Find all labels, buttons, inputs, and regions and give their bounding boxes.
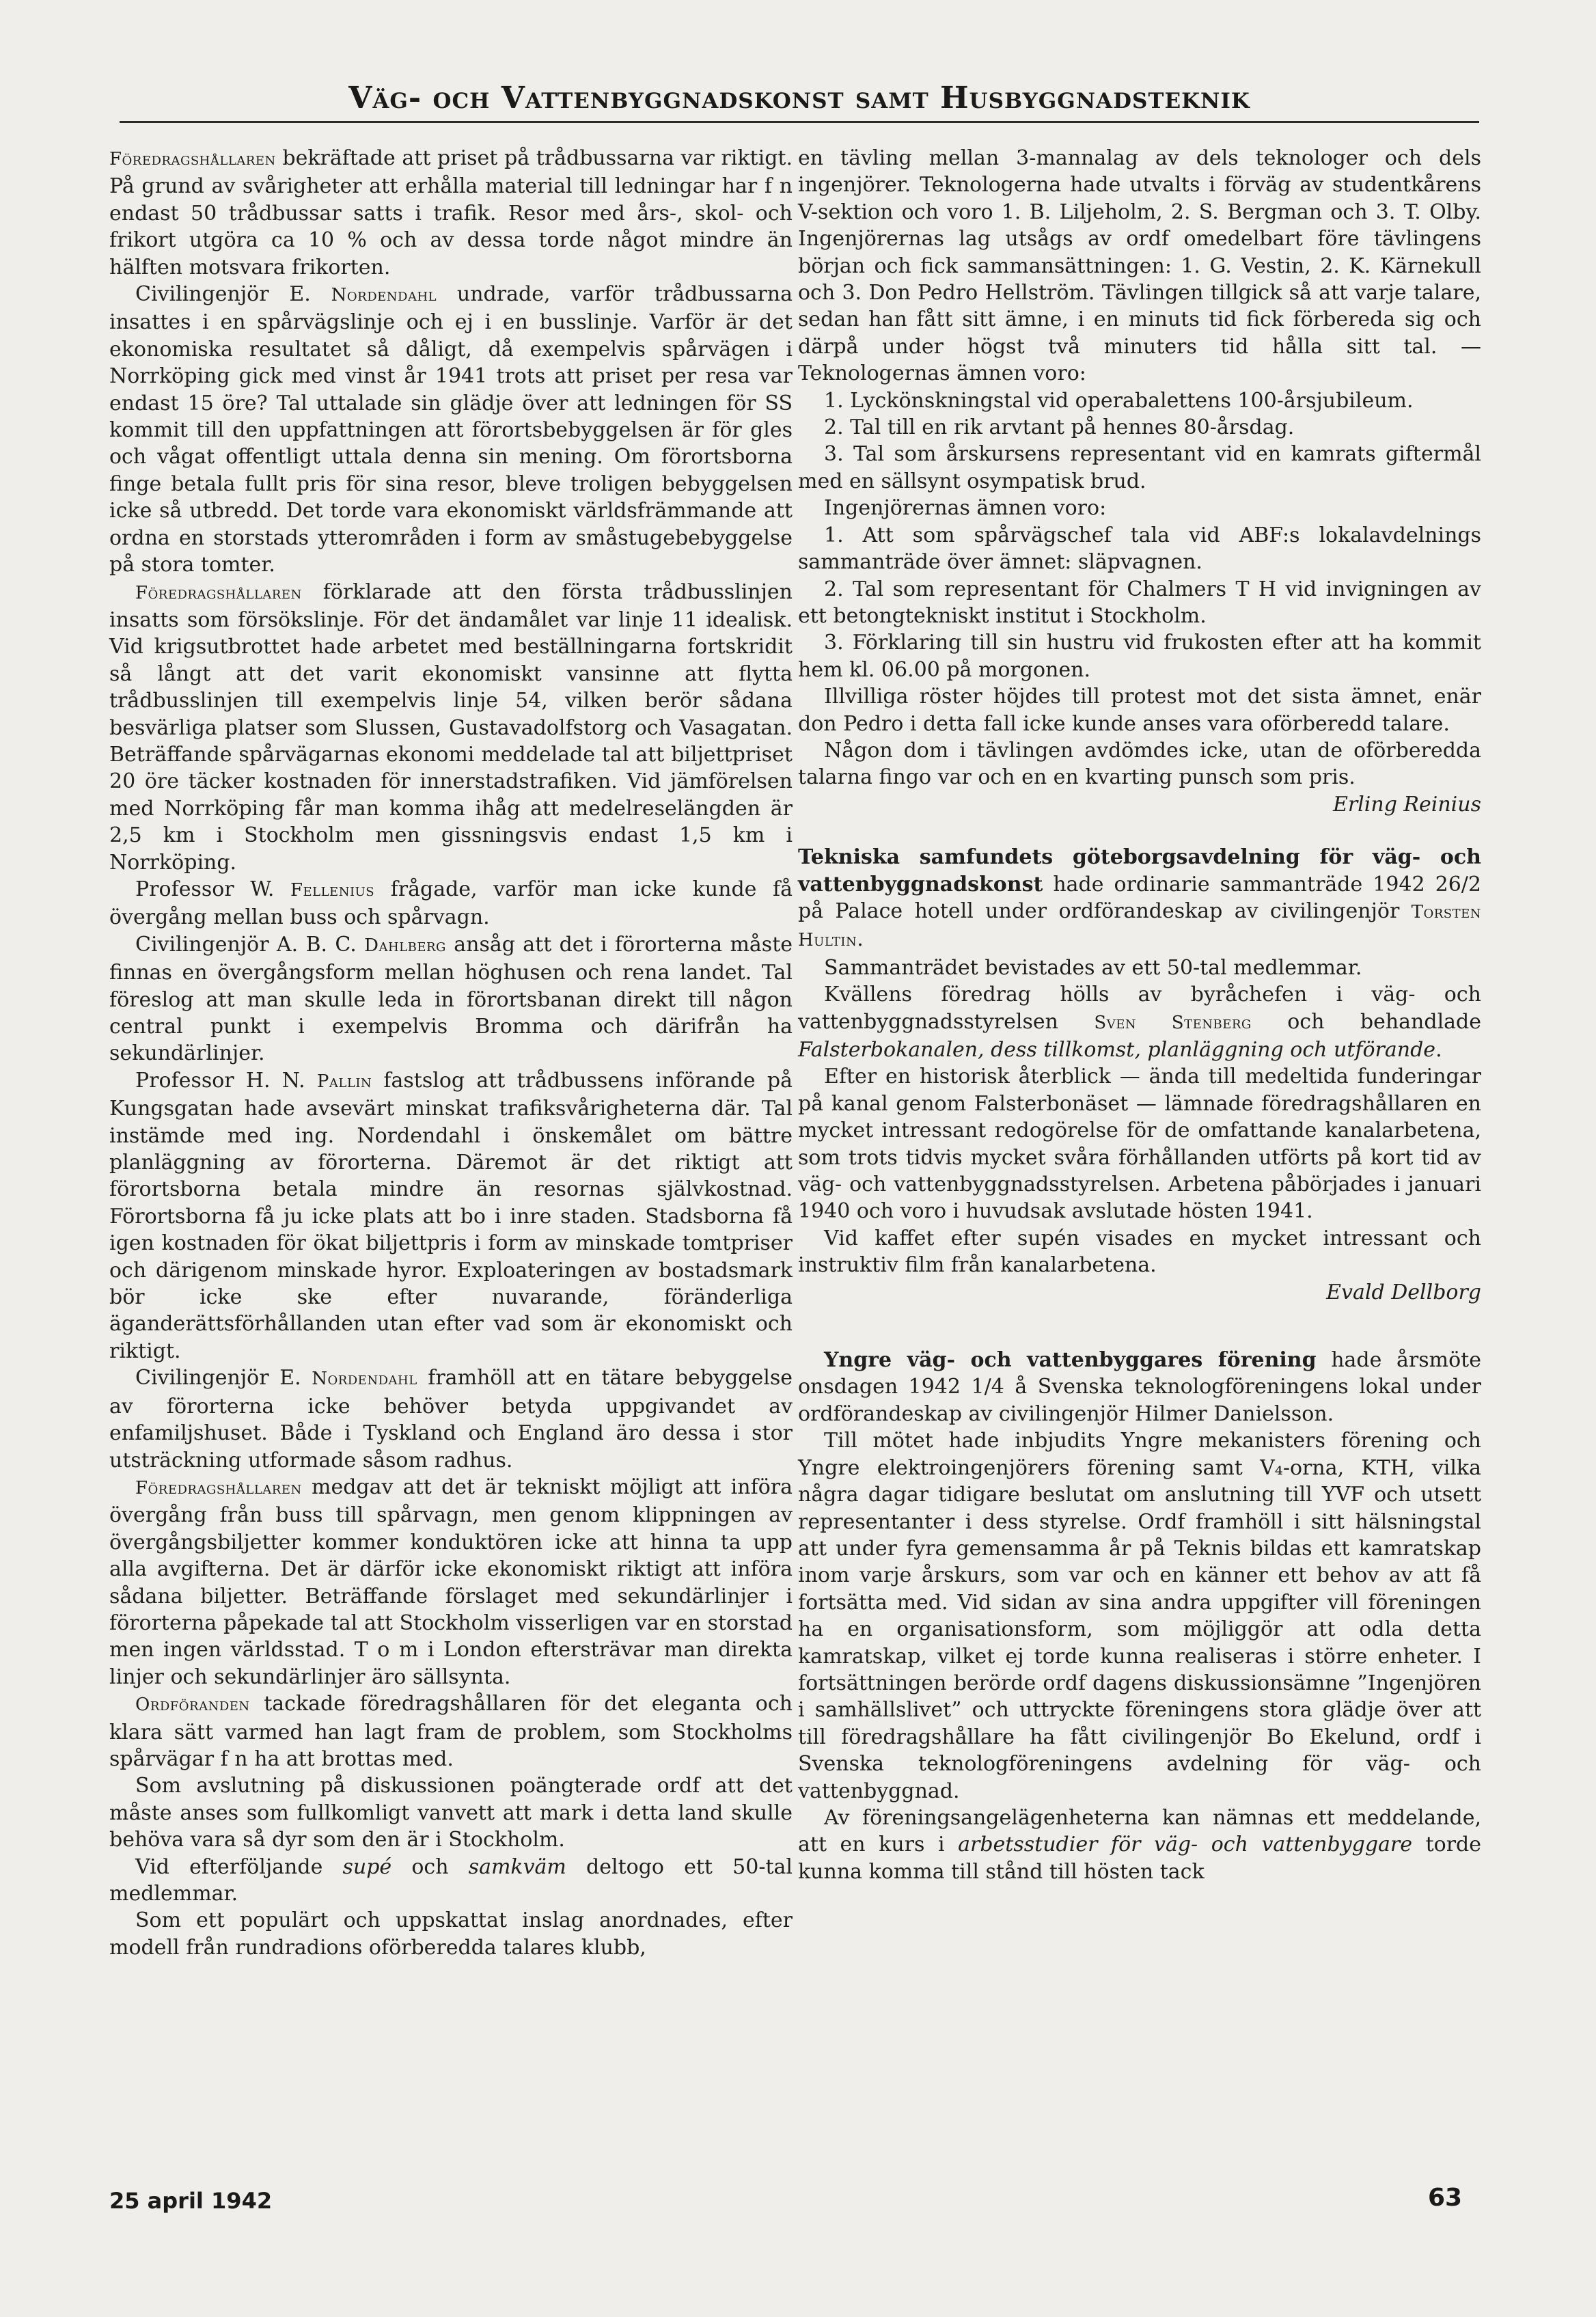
spacer [798,1306,1481,1347]
paragraph-text: torde kunna komma till stånd till hösten tack [798,1833,1481,1884]
paragraph-text: . [1435,1038,1442,1062]
paragraph-text: Som avslutning på diskussionen poängterade ordf att det måste anses som fullkomligt vanvett att mark i detta land skulle behöva vara så dyr som den är i Stockholm. [109,1774,793,1852]
paragraph [798,145,1481,387]
paragraph [798,1347,1481,1427]
paragraph [109,876,793,931]
paragraph-text: medgav att det är tekniskt möjligt att införa övergång från buss till spårvagn, men genom klippningen av övergångsbiljetter kommer konduktören icke att hinna ta upp alla avgifterna. Det är därför icke ekonomiskt riktigt att införa sådana biljetter. Beträffande förslaget med sekundärlinjer i förorterna påpekade tal att Stockholm visserligen var en storstad men ingen världsstad. T o m i London eftersträvar man direkta linjer och sekundärlinjer äro sällsynta. [109,1475,793,1689]
paragraph-text: undrade, varför trådbussarna insattes i en spårvägslinje och ej i en busslinje. Varför är det ekonomiska resultatet så dåligt, då exempelvis spårvägen i Norrköping gick med vinst år 1941 trots att priset per resa var endast 15 öre? Tal uttalade sin glädje över att ledningen för SS kommit till den uppfattningen att förortsbebyggelsen är för gles och vågat offentligt uttala denna sin mening. Om förortsborna finge betala fullt pris för sina resor, bleve troligen bebyggelsen icke så utbredd. Det torde vara ekonomiskt världsfrämmande att ordna en storstads ytterområden i form av småstugebebyggelse på stora tomter. [109,282,793,577]
speaker-name: Ordföranden [135,1695,250,1716]
speaker-name: Sven Stenberg [1094,1012,1252,1033]
speaker-name: Nordendahl [312,1369,417,1390]
paragraph-text: hade ordinarie sammanträde 1942 26/2 på Palace hotell under ordförandeskap av civilingenjör [798,872,1481,923]
paragraph [798,1427,1481,1805]
paragraph-text: Kvällens föredrag hölls av byråchefen i väg- och vattenbyggnadsstyrelsen [798,983,1481,1034]
paragraph-text: deltogo ett 50-tal medlemmar. [109,1854,793,1906]
paragraph [109,1854,793,1908]
left-column [109,145,793,1961]
paragraph-text: Civilingenjör E. [135,282,331,307]
list-item [798,522,1481,576]
list-item [798,387,1481,414]
paragraph [109,1772,793,1853]
paragraph-text: Vid kaffet efter supén visades en mycket intressant och instruktiv film från kanalarbetena. [798,1226,1481,1278]
emphasis: supé [342,1854,392,1879]
paragraph-text: och [391,1854,469,1879]
paragraph-text: Civilingenjör A. B. C. [135,932,365,957]
paragraph-text: Civilingenjör E. [135,1366,312,1390]
paragraph-text: Som ett populärt och uppskattat inslag anordnades, efter modell från rundradions oförberedda talares klubb, [109,1908,793,1960]
paragraph-text: Ingenjörernas ämnen voro: [824,496,1107,521]
section-lead: Tekniska samfundets göteborgsavdelning för väg- och vattenbyggnadskonst [798,845,1481,896]
list-item-text: 1. Att som spårvägschef tala vid ABF:s lokalavdelnings sammanträde över ämnet: släpvagnen. [798,523,1481,575]
speaker-name: Pallin [316,1071,372,1092]
paragraph [109,1907,793,1961]
list-item [798,441,1481,495]
paragraph-text: förklarade att den första trådbusslinjen insatts som försökslinje. För det ändamålet var linje 11 idealisk. Vid krigsutbrottet hade arbetet med beställningarna fortskridit så långt att det varit ekonomiskt vansinne att flytta trådbusslinjen till exempelvis linje 54, vilken berör sådana besvärliga platser som Slussen, Gustavadolfstorg och Vasagatan. Beträffande spårvägarnas ekonomi meddelade tal att biljettpriset 20 öre täcker kostnaden för innerstadstrafiken. Vid jämförelsen med Norrköping får man komma ihåg att medelreselängden är 2,5 km i Stockholm men gissningsvis endast 1,5 km i Norrköping. [109,579,793,875]
spacer [798,818,1481,844]
paragraph [798,495,1481,521]
speaker-name: Föredragshållaren [135,582,302,603]
speaker-name: Föredragshållaren [135,1477,302,1498]
paragraph-text: frågade, varför man icke kunde få övergång mellan buss och spårvagn. [109,877,793,930]
paragraph-text: Professor H. N. [135,1068,317,1093]
paragraph-text: Av föreningsangelägenheterna kan nämnas ett meddelande, att en kurs i [798,1805,1481,1857]
paragraph [109,1474,793,1690]
paragraph-text: fastslog att trådbussens införande på Kungsgatan hade avsevärt minskat trafiksvårigheterna där. Tal instämde med ing. Nordendahl i önskemålet om bättre planläggning av förorterna. Däremot är det riktigt att förortsborna betala mindre än resornas självkostnad. Förortsborna få ju icke plats att bo i inre staden. Stadsborna få igen kostnaden för ökat biljettpris i form av minskade tomtpriser och därigenom minskade hyror. Exploateringen av bostadsmark bör icke ske efter nuvarande, föränderliga äganderättsförhållanden utan efter vad som är ekonomiskt och riktigt. [109,1068,793,1363]
paragraph [798,981,1481,1063]
signature: Evald Dellborg [1326,1280,1481,1304]
speaker-name: Dahlberg [364,935,446,956]
emphasis: arbetsstudier för väg- och vattenbyggare [958,1833,1413,1857]
issue-date: 25 april 1942 [109,2188,273,2214]
speaker-name: Torsten Hultin [798,901,1481,951]
paragraph [109,1690,793,1772]
paragraph-text: Till mötet hade inbjudits Yngre mekanisters förening och Yngre elektroingenjörers förening samt V₄-orna, KTH, vilka några dagar tidigare beslutat om anslutning till YVF och utsett representanter i dess styrelse. Ordf framhöll i sitt hälsningstal att under fyra gemensamma år på Teknis bildas ett kamratskap inom varje årskurs, som var och en känner ett behov av att få fortsätta med. Vid sidan av sina andra uppgifter vill föreningen ha en organisationsform, som möjliggör att odla detta kamratskap, vilket ej torde kunna realiseras i större enheter. I fortsättningen berörde ordf dagens diskussionsämne ”Ingenjören i samhällslivet” och uttryckte föreningens stora glädje över att till föredragshållare ha fått civilingenjör Bo Ekelund, ordf i Svenska teknologföreningens avdelning för väg- och vattenbyggnad. [798,1429,1481,1803]
paragraph-text: ansåg att det i förorterna måste finnas en övergångsform mellan höghusen och rena landet. Tal föreslog att man skulle leda in förortsbanan direkt till någon central punkt i exempelvis Bromma och därifrån ha sekundärlinjer. [109,932,793,1066]
list-item-text: 3. Förklaring till sin hustru vid frukosten efter att ha kommit hem kl. 06.00 på morgonen. [798,631,1481,682]
right-column [798,145,1481,1885]
list-item [798,414,1481,441]
paragraph [798,737,1481,791]
paragraph [798,683,1481,737]
paragraph-text: Någon dom i tävlingen avdömdes icke, utan de oförberedda talarna fingo var och en en kvarting punsch som pris. [798,738,1481,790]
paragraph [798,955,1481,981]
list-item-text: 2. Tal till en rik arvtant på hennes 80-årsdag. [824,415,1295,440]
paragraph [109,579,793,876]
list-item [798,629,1481,683]
paragraph-text: Vid efterföljande [135,1854,343,1879]
list-item-text: 3. Tal som årskursens representant vid en kamrats giftermål med en sällsynt osympatisk brud. [798,442,1481,493]
paragraph-text: Sammanträdet bevistades av ett 50-tal medlemmar. [824,955,1362,980]
speaker-name: Föredragshållaren [109,149,276,169]
paragraph [109,145,793,281]
paragraph-text: bekräftade att priset på trådbussarna var riktigt. På grund av svårigheter att erhålla material till ledningar har f n endast 50 trådbussar satts i trafik. Resor med års-, skol- och frikort utgöra ca 10 % och av dessa torde något mindre än hälften motsvara frikorten. [109,146,793,279]
list-item [798,576,1481,630]
speaker-name: Nordendahl [331,285,437,306]
paragraph-text: Illvilliga röster höjdes till protest mot det sista ämnet, enär don Pedro i detta fall icke kunde anses vara oförberedd talare. [798,685,1481,736]
paragraph [109,1365,793,1474]
paragraph-text: hade årsmöte onsdagen 1942 1/4 å Svenska teknologföreningens lokal under ordförandeskap av civilingenjör Hilmer Danielsson. [798,1348,1481,1426]
paragraph-text: . [857,927,864,952]
paragraph [798,844,1481,955]
paragraph-text: och behandlade [1251,1009,1482,1034]
speaker-name: Fellenius [290,879,375,901]
paragraph-text: Efter en historisk återblick — ända till medeltida funderingar på kanal genom Falsterbonäset — lämnade föredragshållaren en mycket intressant redogörelse för de omfattande kanalarbetena, som trots tidvis mycket svåra förhållanden utförts på kort tid av väg- och vattenbyggnadsstyrelsen. Arbetena påbörjades i januari 1940 och voro i huvudsak avslutade hösten 1941. [798,1065,1481,1224]
paragraph [109,931,793,1067]
paragraph-text: Professor W. [135,877,290,901]
paragraph [109,281,793,578]
header-rule [120,121,1479,123]
emphasis: samkväm [468,1854,566,1879]
list-item-text: 2. Tal som representant för Chalmers T H vid invigningen av ett betongtekniskt institut i Stockholm. [798,577,1481,628]
emphasis: Falsterbokanalen, dess tillkomst, planläggning och utförande [798,1038,1436,1062]
paragraph [798,1225,1481,1279]
section-lead: Yngre väg- och vattenbyggares förening [824,1348,1317,1373]
paragraph [798,1805,1481,1885]
list-item-text: 1. Lyckönskningstal vid operabalettens 100-årsjubileum. [824,388,1414,413]
paragraph-text: en tävling mellan 3-mannalag av dels teknologer och dels ingenjörer. Teknologerna hade utvalts i förväg av studentkårens V-sektion och voro 1. B. Liljeholm, 2. S. Bergman och 3. T. Olby. Ingenjörernas lag utsågs av ordf omedelbart före tävlingens början och fick sammansättningen: 1. G. Vestin, 2. K. Kärnekull och 3. Don Pedro Hellström. Tävlingen tillgick så att varje talare, sedan han fått sitt ämne, i en minuts tid fick förbereda sig och därpå under högst två minuters tid hålla sitt tal. — Teknologernas ämnen voro: [798,146,1481,386]
paragraph-text: framhöll att en tätare bebyggelse av förorterna icke behöver betyda uppgivandet av enfamiljshuset. Både i Tyskland och England äro dessa i stor utsträckning utformade såsom radhus. [109,1366,793,1472]
signature: Erling Reinius [1332,792,1481,817]
page-number: 63 [1428,2184,1463,2212]
paragraph [109,1067,793,1365]
paragraph [798,1063,1481,1224]
page-header: Väg- och Vattenbyggnadskonst samt Husbyggnadsteknik [348,81,1250,115]
paragraph-text: tackade föredragshållaren för det eleganta och klara sätt varmed han lagt fram de problem, som Stockholms spårvägar f n ha att brottas med. [109,1692,793,1771]
